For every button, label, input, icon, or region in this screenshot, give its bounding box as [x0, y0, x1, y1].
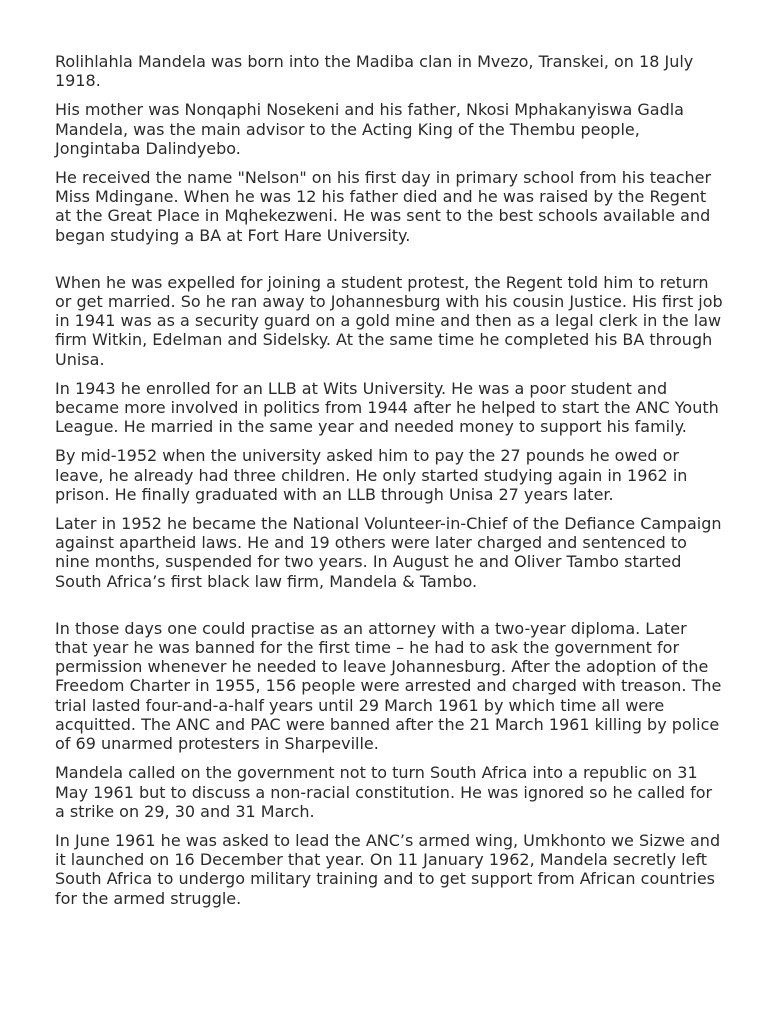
paragraph-defiance-campaign: Later in 1952 he became the National Volunteer-in-Chief of the Defiance Campaign against apartheid laws. He and 19 others were later charged and sentenced to nine months, suspended for two years. In August he and Oliver Tambo started South Africa’s first black law firm, Mandela & Tambo.: [55, 514, 722, 591]
paragraph-johannesburg: When he was expelled for joining a student protest, the Regent told him to return or get married. So he ran away to Johannesburg with his cousin Justice. His first job in 1941 was as a security guard on a gold mine and then as a legal clerk in the law firm Witkin, Edelman and Sidelsky. At the same time he completed his BA through Unisa.: [55, 272, 723, 369]
paragraph-treason-trial: In those days one could practise as an attorney with a two-year diploma. Later that year he was banned for the first time – he had to ask the government for permission whenever he needed to leave Johannesburg. After the adoption of the Freedom Charter in 1955, 156 people were arrested and charged with treason. The trial lasted four-and-a-half years until 29 March 1961 by which time all were acquitted. The ANC and PAC were banned after the 21 March 1961 killing by police of 69 unarmed protesters in Sharpeville.: [55, 618, 722, 754]
document-body: [55, 52, 723, 918]
paragraph-umkhonto: In June 1961 he was asked to lead the ANC’s armed wing, Umkhonto we Sizwe and it launched on 16 December that year. On 11 January 1962, Mandela secretly left South Africa to undergo military training and to get support from African countries for the armed struggle.: [55, 830, 721, 908]
paragraph-wits: In 1943 he enrolled for an LLB at Wits University. He was a poor student and became more involved in politics from 1944 after he helped to start the ANC Youth League. He married in the same year and needed money to support his family.: [55, 378, 719, 437]
paragraph-childhood: He received the name "Nelson" on his first day in primary school from his teacher Miss Mdingane. When he was 12 his father died and he was raised by the Regent at the Great Place in Mqhekezweni. He was sent to the best schools available and began studying a BA at Fort Hare University.: [55, 168, 712, 245]
paragraph-1952-studies: By mid-1952 when the university asked him to pay the 27 pounds he owed or leave, he already had three children. He only started studying again in 1962 in prison. He finally graduated with an LLB through Unisa 27 years later.: [55, 446, 688, 504]
paragraph-republic: Mandela called on the government not to turn South Africa into a republic on 31 May 1961 but to discuss a non-racial constitution. He was ignored so he called for a strike on 29, 30 and 31 March.: [55, 763, 713, 821]
paragraph-birth: Rolihlahla Mandela was born into the Madiba clan in Mvezo, Transkei, on 18 July 1918.: [55, 52, 694, 91]
paragraph-parents: His mother was Nonqaphi Nosekeni and his father, Nkosi Mphakanyiswa Gadla Mandela, was the main advisor to the Acting King of the Thembu people, Jongintaba Dalindyebo.: [55, 100, 684, 158]
